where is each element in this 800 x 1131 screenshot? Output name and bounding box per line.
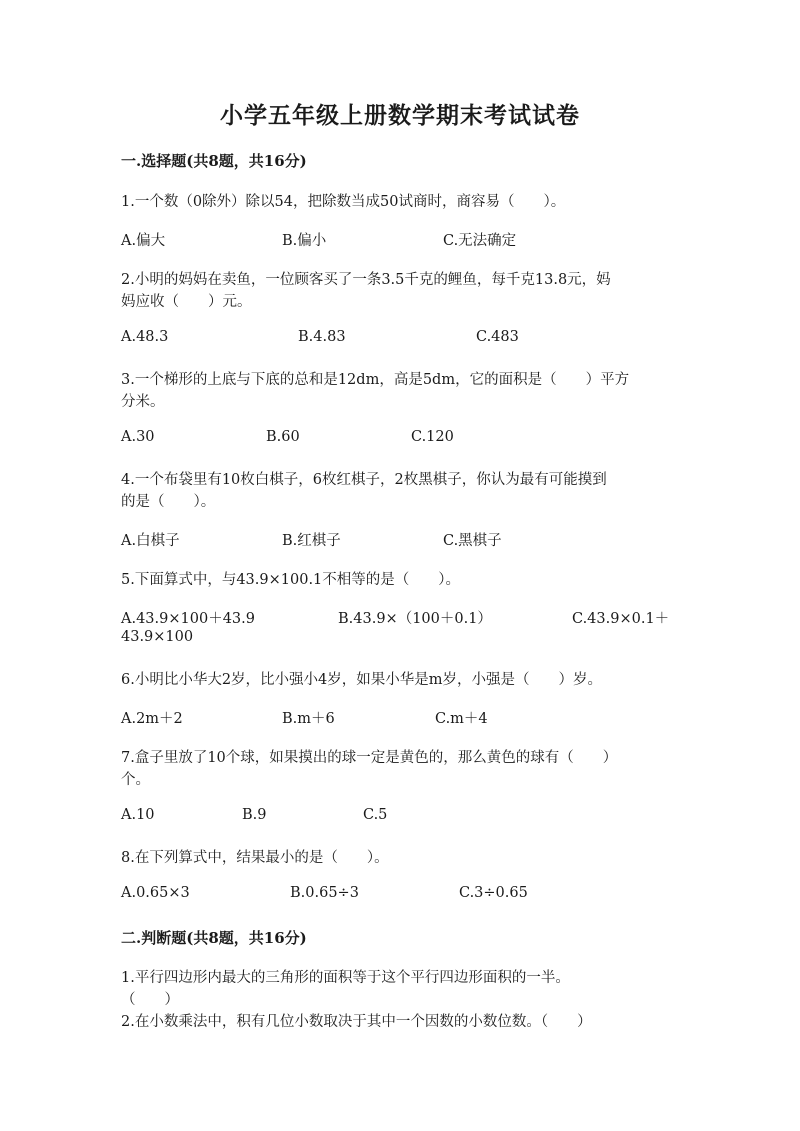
question-3-text-line-2: 分米。 — [121, 394, 165, 410]
question-3-option-c: C.120 — [411, 429, 454, 445]
page-title: 小学五年级上册数学期末考试试卷 — [220, 102, 580, 129]
section-heading-true-false: 二.判断题(共8题，共16分) — [121, 929, 307, 947]
question-7-option-b: B.9 — [242, 807, 267, 823]
question-1-option-a: A.偏大 — [121, 233, 166, 249]
question-2-option-b: B.4.83 — [298, 329, 346, 345]
question-2-option-a: A.48.3 — [121, 329, 169, 345]
question-7-option-a: A.10 — [121, 807, 155, 823]
question-7-option-c: C.5 — [363, 807, 388, 823]
tf-question-1-text-line-2: （ ） — [121, 992, 179, 1008]
question-5-option-c: C.43.9×0.1＋ — [572, 611, 670, 627]
question-3-text-line-1: 3.一个梯形的上底与下底的总和是12dm，高是5dm，它的面积是（ ）平方 — [121, 372, 630, 388]
question-4-text-line-1: 4.一个布袋里有10枚白棋子，6枚红棋子，2枚黑棋子，你认为最有可能摸到 — [121, 472, 607, 488]
question-6-option-b: B.m＋6 — [282, 711, 335, 727]
question-4-text-line-2: 的是（ ）。 — [121, 494, 216, 510]
question-2-text-line-2: 妈应收（ ）元。 — [121, 294, 252, 310]
question-5-option-a: A.43.9×100＋43.9 — [121, 611, 255, 627]
question-4-option-a: A.白棋子 — [121, 533, 180, 549]
question-7-text-line-2: 个。 — [121, 772, 150, 788]
question-6-option-c: C.m＋4 — [435, 711, 488, 727]
section-heading-multiple-choice: 一.选择题(共8题，共16分) — [121, 152, 307, 170]
question-3-option-b: B.60 — [266, 429, 300, 445]
question-4-option-b: B.红棋子 — [282, 533, 341, 549]
question-2-option-c: C.483 — [476, 329, 519, 345]
question-8-option-c: C.3÷0.65 — [459, 885, 528, 901]
question-1-option-b: B.偏小 — [282, 233, 327, 249]
question-5-option-b: B.43.9×（100＋0.1） — [338, 611, 492, 627]
question-8-text: 8.在下列算式中，结果最小的是（ ）。 — [121, 850, 389, 866]
question-2-text-line-1: 2.小明的妈妈在卖鱼，一位顾客买了一条3.5千克的鲤鱼，每千克13.8元，妈 — [121, 272, 611, 288]
question-6-option-a: A.2m＋2 — [121, 711, 183, 727]
tf-question-1-text-line-1: 1.平行四边形内最大的三角形的面积等于这个平行四边形面积的一半。 — [121, 970, 570, 986]
tf-question-2-text: 2.在小数乘法中，积有几位小数取决于其中一个因数的小数位数。（ ） — [121, 1014, 592, 1030]
question-5-text: 5.下面算式中，与43.9×100.1不相等的是（ ）。 — [121, 572, 461, 588]
question-4-option-c: C.黑棋子 — [443, 533, 502, 549]
question-3-option-a: A.30 — [121, 429, 155, 445]
question-8-option-a: A.0.65×3 — [121, 885, 190, 901]
question-7-text-line-1: 7.盒子里放了10个球，如果摸出的球一定是黄色的，那么黄色的球有（ ） — [121, 750, 618, 766]
question-1-option-c: C.无法确定 — [443, 233, 517, 249]
question-8-option-b: B.0.65÷3 — [290, 885, 359, 901]
question-6-text: 6.小明比小华大2岁，比小强小4岁，如果小华是m岁，小强是（ ）岁。 — [121, 672, 603, 688]
question-1-text: 1.一个数（0除外）除以54，把除数当成50试商时，商容易（ ）。 — [121, 194, 566, 210]
question-5-option-c-continuation: 43.9×100 — [121, 629, 194, 645]
